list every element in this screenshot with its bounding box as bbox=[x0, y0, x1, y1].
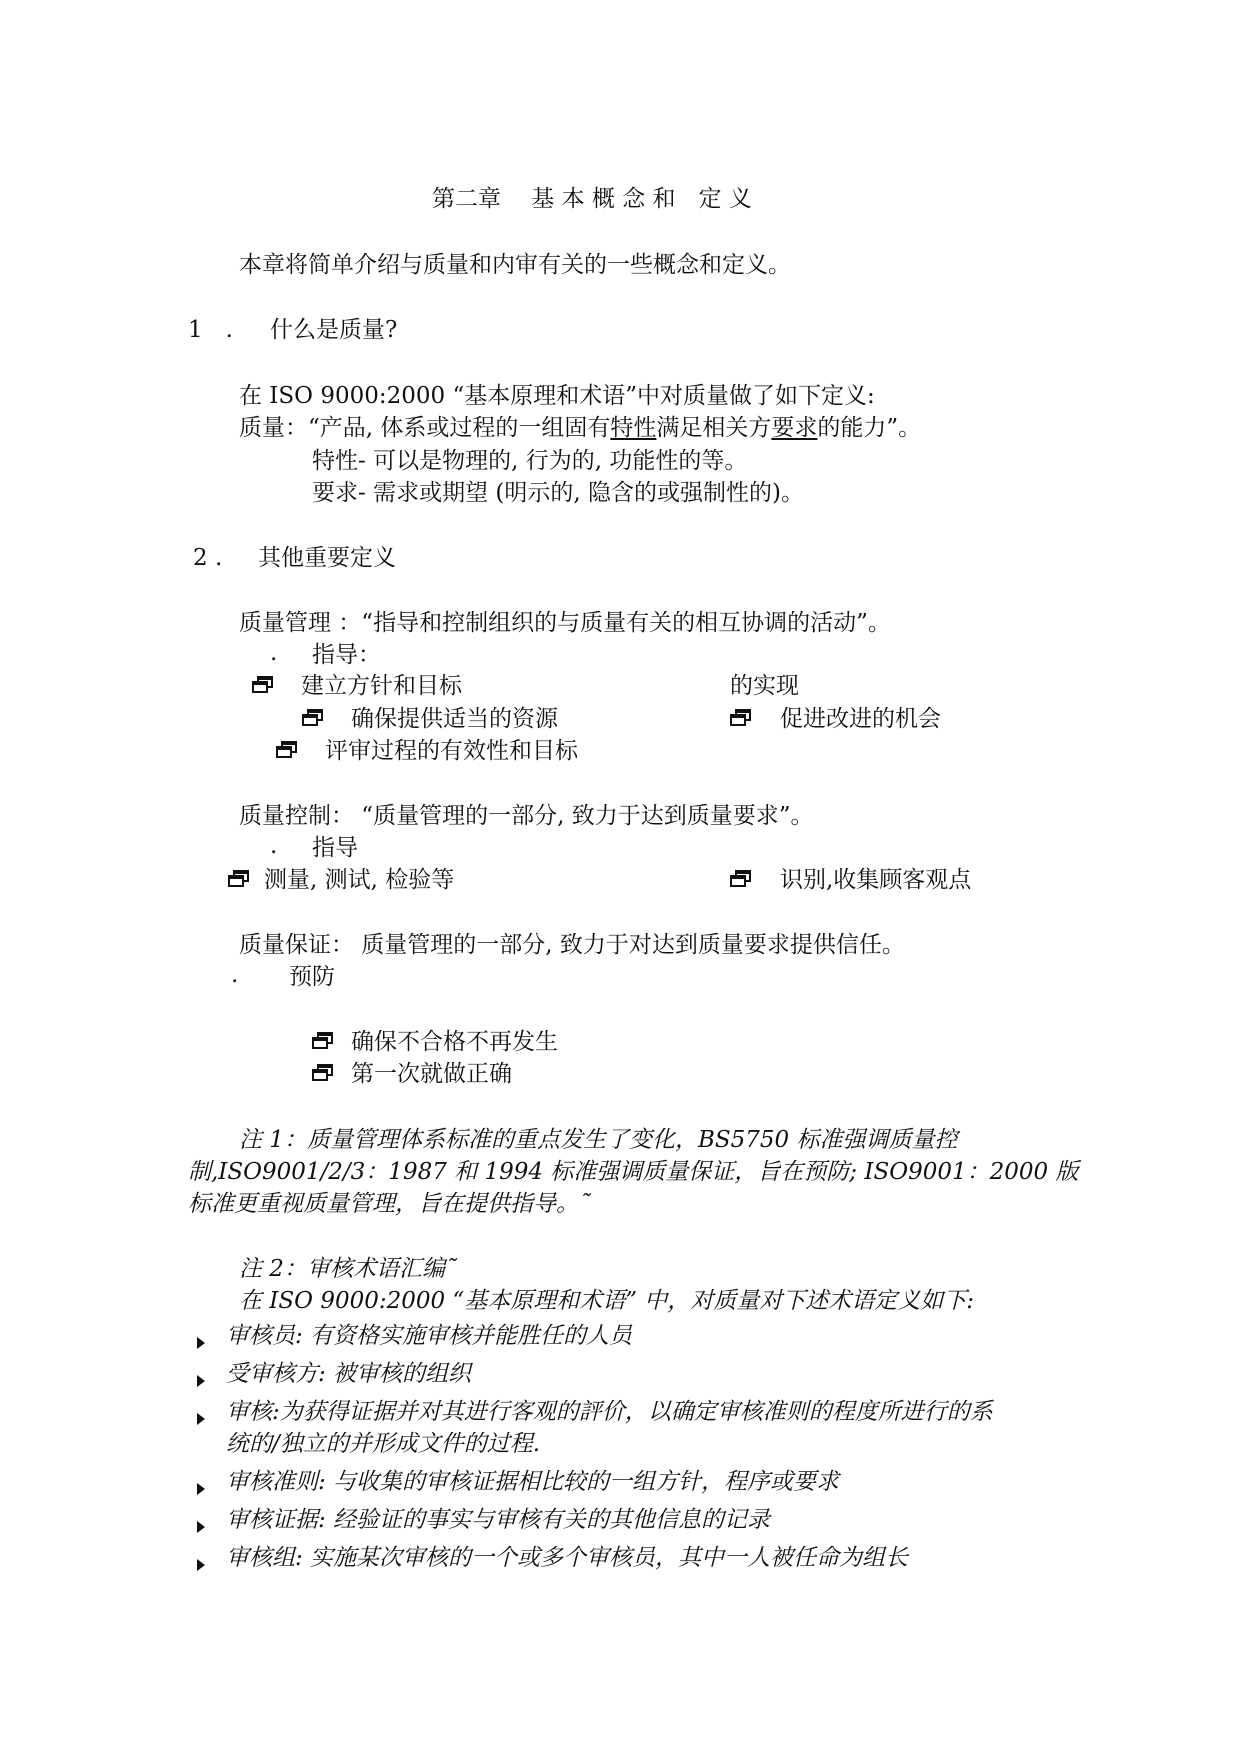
bullet-arrow-icon bbox=[196, 1330, 206, 1344]
qm-definition: 质量管理 ：“指导和控制组织的与质量有关的相互协调的活动”。 bbox=[239, 610, 891, 636]
window-icon bbox=[276, 741, 298, 759]
note2-title: 注 2：审核术语汇编˜ bbox=[239, 1256, 457, 1282]
qc-sub: 指导 bbox=[312, 835, 358, 861]
def-characteristic: 特性 bbox=[610, 415, 657, 441]
qc-item1: 测量, 测试, 检验等 bbox=[264, 867, 455, 893]
note1-line1: 注 1：质量管理体系标准的重点发生了变化，BS5750 标准强调质量控 bbox=[239, 1127, 958, 1153]
term-audit-evidence: 审核证据: 经验证的事实与审核有关的其他信息的记录 bbox=[226, 1507, 771, 1533]
qm-sub: 指导： bbox=[312, 642, 381, 668]
section2-number: 2 . bbox=[193, 545, 223, 571]
window-icon bbox=[730, 870, 752, 888]
def-part-a: 质量：“产品, 体系或过程的一组固有 bbox=[239, 415, 611, 441]
qm-item1: 建立方针和目标 bbox=[301, 673, 462, 699]
term-auditor: 审核员: 有资格实施审核并能胜任的人员 bbox=[226, 1323, 633, 1349]
term-auditee: 受审核方: 被审核的组织 bbox=[226, 1361, 472, 1387]
qm-dot: . bbox=[270, 640, 278, 666]
quality-definition bbox=[239, 415, 921, 443]
qm-item1-right: 的实现 bbox=[730, 673, 799, 699]
bullet-arrow-icon bbox=[196, 1368, 206, 1382]
term-audit: 审核:为获得证据并对其进行客观的評价，以确定审核准则的程度所进行的系 bbox=[226, 1399, 993, 1425]
window-icon bbox=[302, 709, 324, 727]
bullet-arrow-icon bbox=[196, 1552, 206, 1566]
bullet-arrow-icon bbox=[196, 1406, 206, 1420]
bullet-arrow-icon bbox=[196, 1514, 206, 1528]
qc-item2: 识别,收集顾客观点 bbox=[780, 867, 972, 893]
qm-item3: 评审过程的有效性和目标 bbox=[325, 738, 578, 764]
qa-item2: 第一次就做正确 bbox=[351, 1061, 512, 1087]
window-icon bbox=[228, 870, 250, 888]
section2-heading: 其他重要定义 bbox=[258, 545, 396, 571]
characteristic-line: 特性- 可以是物理的, 行为的, 功能性的等。 bbox=[312, 448, 748, 474]
def-part-e: 的能力”。 bbox=[817, 415, 922, 441]
qc-definition: 质量控制： “质量管理的一部分, 致力于达到质量要求”。 bbox=[239, 803, 814, 829]
section1-line1: 在 ISO 9000:2000 “基本原理和术语”中对质量做了如下定义: bbox=[239, 383, 875, 409]
qa-sub: 预防 bbox=[289, 964, 335, 990]
term-audit-team: 审核组: 实施某次审核的一个或多个审核员，其中一人被任命为组长 bbox=[226, 1545, 909, 1571]
section1-heading: 什么是质量? bbox=[270, 317, 398, 343]
requirement-line: 要求- 需求或期望 (明示的, 隐含的或强制性的)。 bbox=[312, 480, 804, 506]
note2-intro: 在 ISO 9000:2000 “基本原理和术语” 中，对质量对下述术语定义如下: bbox=[239, 1288, 975, 1314]
qa-definition: 质量保证： 质量管理的一部分, 致力于对达到质量要求提供信任。 bbox=[239, 932, 905, 958]
def-part-c: 满足相关方 bbox=[656, 415, 772, 441]
intro-text: 本章将简单介绍与质量和内审有关的一些概念和定义。 bbox=[239, 252, 791, 278]
qm-item2-right: 促进改进的机会 bbox=[780, 706, 941, 732]
window-icon bbox=[312, 1032, 334, 1050]
chapter-title: 第二章 基 本 概 念 和 定 义 bbox=[432, 186, 752, 212]
term-audit-criteria: 审核准则: 与收集的审核证据相比较的一组方针，程序或要求 bbox=[226, 1469, 840, 1495]
bullet-arrow-icon bbox=[196, 1476, 206, 1490]
qa-item1: 确保不合格不再发生 bbox=[351, 1029, 558, 1055]
qc-dot: . bbox=[270, 833, 278, 859]
window-icon bbox=[252, 676, 274, 694]
qm-item2: 确保提供适当的资源 bbox=[351, 706, 558, 732]
window-icon bbox=[730, 709, 752, 727]
def-requirement: 要求 bbox=[771, 415, 818, 441]
section1-number: 1 . bbox=[188, 317, 233, 343]
qa-dot: . bbox=[231, 962, 239, 988]
note1-line2: 制,ISO9001/2/3：1987 和 1994 标准强调质量保证，旨在预防; ISO9001：2000 版 bbox=[188, 1159, 1079, 1185]
window-icon bbox=[312, 1064, 334, 1082]
note1-line3: 标准更重视质量管理，旨在提供指导。˜ bbox=[188, 1191, 591, 1217]
term-audit-cont: 统的/独立的并形成文件的过程. bbox=[226, 1431, 541, 1457]
